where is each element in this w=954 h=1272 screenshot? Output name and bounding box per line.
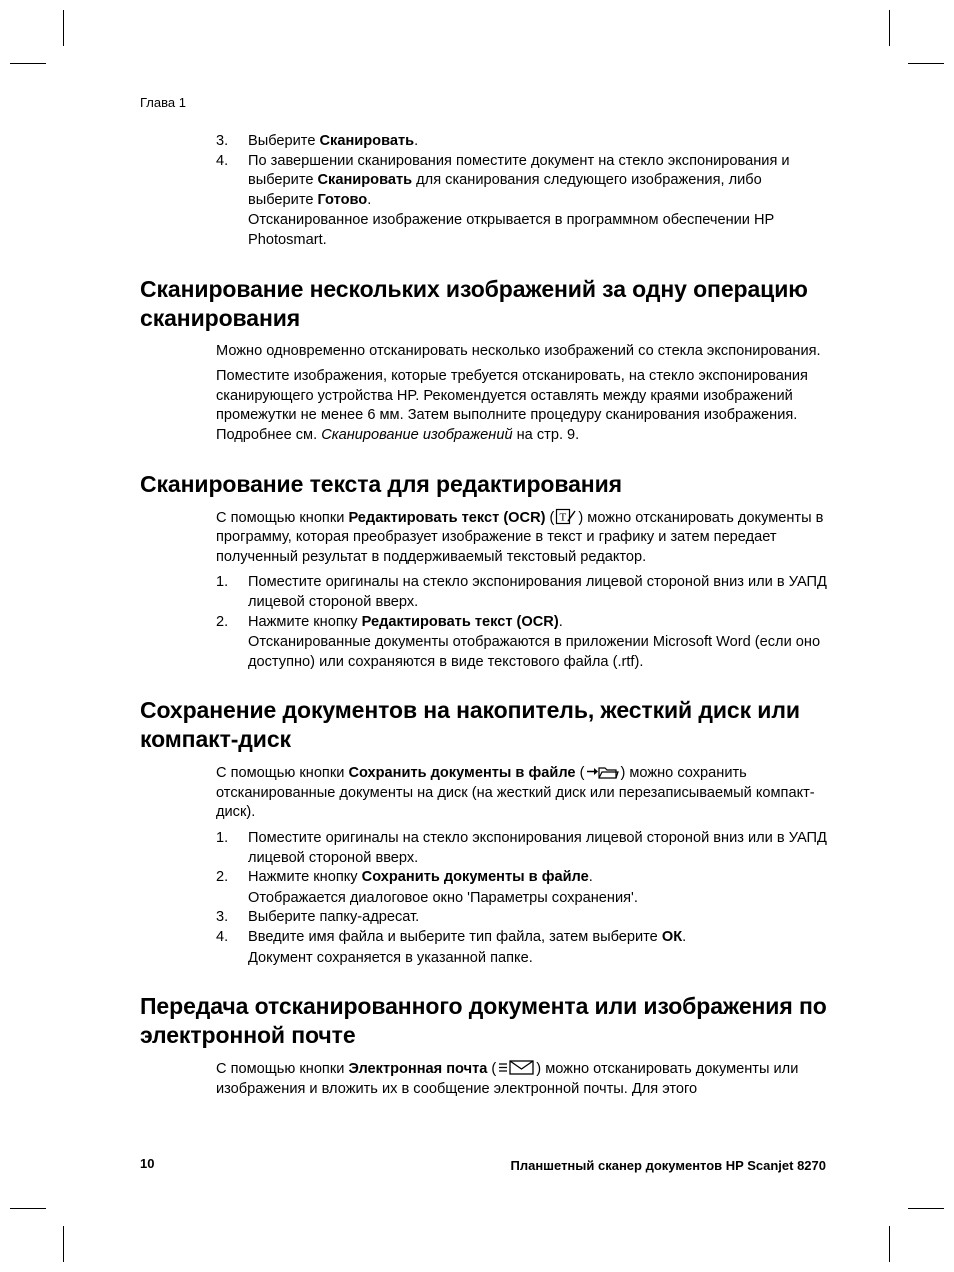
section-title: Передача отсканированного документа или изображения по электронной почте [140, 993, 827, 1049]
paragraph: Поместите изображения, которые требуется отсканировать, на стекло экспонирования сканирующего устройства HP. Рекомендуется оставлять между краями изображений промежутки не менее 6 мм. Затем выполните процедуру сканирования изображения. Подробнее см. Сканирование изображений на стр. 9. [216, 368, 808, 443]
page-content [140, 132, 830, 1099]
list-item: 1. Поместите оригиналы на стекло экспонирования лицевой стороной вниз или в УАПД лицевой стороной вверх. [216, 574, 827, 610]
paragraph: С помощью кнопки Электронная почта ( ) можно отсканировать документы или изображения и вложить их в сообщение электронной почты. Для этого [216, 1061, 799, 1097]
list-item-note: Отсканированное изображение открывается в программном обеспечении HP Photosmart. [248, 212, 775, 248]
crop-mark [63, 1226, 64, 1262]
list-item: 3. Выберите Сканировать. [216, 133, 419, 149]
list-item-note: Отсканированные документы отображаются в приложении Microsoft Word (если оно доступно) или сохраняются в виде текстового файла (.rtf). [248, 634, 821, 670]
email-icon [497, 1059, 535, 1076]
save-steps-list [216, 829, 830, 968]
footer-title: Планшетный сканер документов HP Scanjet 8270 [510, 1158, 826, 1173]
list-item: 1. Поместите оригиналы на стекло экспонирования лицевой стороной вниз или в УАПД лицевой стороной вверх. [216, 830, 827, 866]
intro-list [216, 132, 830, 251]
save-to-file-icon [585, 763, 619, 780]
list-item: 3. Выберите папку-адресат. [216, 909, 420, 926]
ocr-steps-list [216, 573, 830, 672]
section-title: Сканирование нескольких изображений за одну операцию сканирования [140, 275, 808, 331]
list-item-note: Документ сохраняется в указанной папке. [248, 949, 533, 966]
paragraph: С помощью кнопки Сохранить документы в файле ( ) можно сохранить отсканированные документы на диск (на жесткий диск или перезаписываемый компакт-диск). [216, 765, 815, 821]
section-title: Сохранение документов на накопитель, жесткий диск или компакт-диск [140, 697, 800, 753]
crop-mark [10, 63, 46, 64]
list-item: 2. Нажмите кнопку Редактировать текст (OCR). [216, 613, 563, 630]
cross-reference-link[interactable]: Сканирование изображений [321, 426, 513, 443]
crop-mark [10, 1208, 46, 1209]
page-number: 10 [140, 1156, 155, 1171]
section-title: Сканирование текста для редактирования [140, 470, 622, 497]
paragraph: С помощью кнопки Редактировать текст (OCR) ( T ) можно отсканировать документы в программу, которая преобразует изображение в текст и графику и затем передает полученный результат в поддерживаемый текстовый редактор. [216, 509, 824, 565]
list-item: 4. По завершении сканирования поместите документ на стекло экспонирования и выберите Сканировать для сканирования следующего изображения, либо выберите Готово. [216, 152, 790, 208]
crop-mark [63, 10, 64, 46]
list-item: 2. Нажмите кнопку Сохранить документы в файле. [216, 869, 593, 886]
edit-text-ocr-icon [555, 508, 577, 525]
paragraph: Можно одновременно отсканировать несколько изображений со стекла экспонирования. [216, 342, 821, 359]
crop-mark [908, 1208, 944, 1209]
crop-mark [889, 1226, 890, 1262]
crop-mark [889, 10, 890, 46]
list-item: 4. Введите имя файла и выберите тип файла, затем выберите ОК. [216, 929, 687, 946]
crop-mark [908, 63, 944, 64]
svg-text:T: T [559, 511, 567, 524]
list-item-note: Отображается диалоговое окно 'Параметры сохранения'. [248, 889, 638, 906]
chapter-header: Глава 1 [140, 95, 186, 110]
